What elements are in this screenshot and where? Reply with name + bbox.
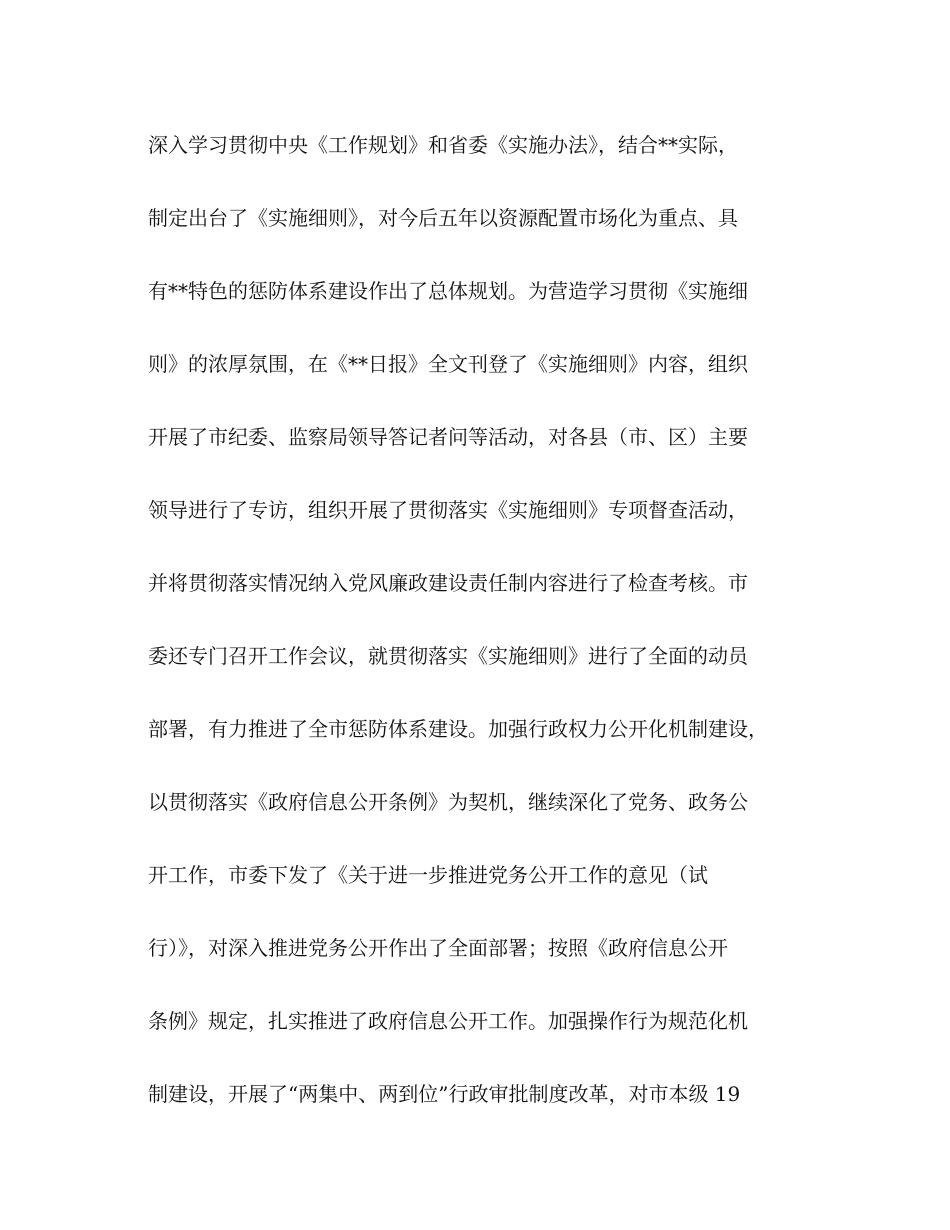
text-line: 则》的浓厚氛围，在《**日报》全文刊登了《实施细则》内容，组织 [148, 352, 748, 376]
text-line: 并将贯彻落实情况纳入党风廉政建设责任制内容进行了检查考核。市 [148, 571, 748, 595]
body-text [148, 130, 808, 1152]
text-line: 有**特色的惩防体系建设作出了总体规划。为营造学习贯彻《实施细 [148, 279, 748, 303]
text-line: 以贯彻落实《政府信息公开条例》为契机，继续深化了党务、政务公 [148, 790, 748, 814]
text-line: 深入学习贯彻中央《工作规划》和省委《实施办法》，结合**实际， [148, 133, 738, 157]
text-line: 条例》规定，扎实推进了政府信息公开工作。加强操作行为规范化机 [148, 1009, 748, 1033]
text-line: 行）》，对深入推进党务公开作出了全面部署；按照《政府信息公开 [148, 936, 728, 960]
text-line: 领导进行了专访，组织开展了贯彻落实《实施细则》专项督查活动， [148, 498, 748, 522]
text-line: 开展了市纪委、监察局领导答记者问等活动，对各县（市、区）主要 [148, 425, 748, 449]
text-line: 部署，有力推进了全市惩防体系建设。加强行政权力公开化机制建设， [148, 717, 768, 741]
text-line: 制定出台了《实施细则》，对今后五年以资源配置市场化为重点、具 [148, 206, 738, 230]
text-line: 委还专门召开工作会议，就贯彻落实《实施细则》进行了全面的动员 [148, 644, 748, 668]
text-line: 开工作，市委下发了《关于进一步推进党务公开工作的意见（试 [148, 863, 708, 887]
text-line: 制建设，开展了“两集中、两到位”行政审批制度改革，对市本级 19 [148, 1082, 741, 1106]
